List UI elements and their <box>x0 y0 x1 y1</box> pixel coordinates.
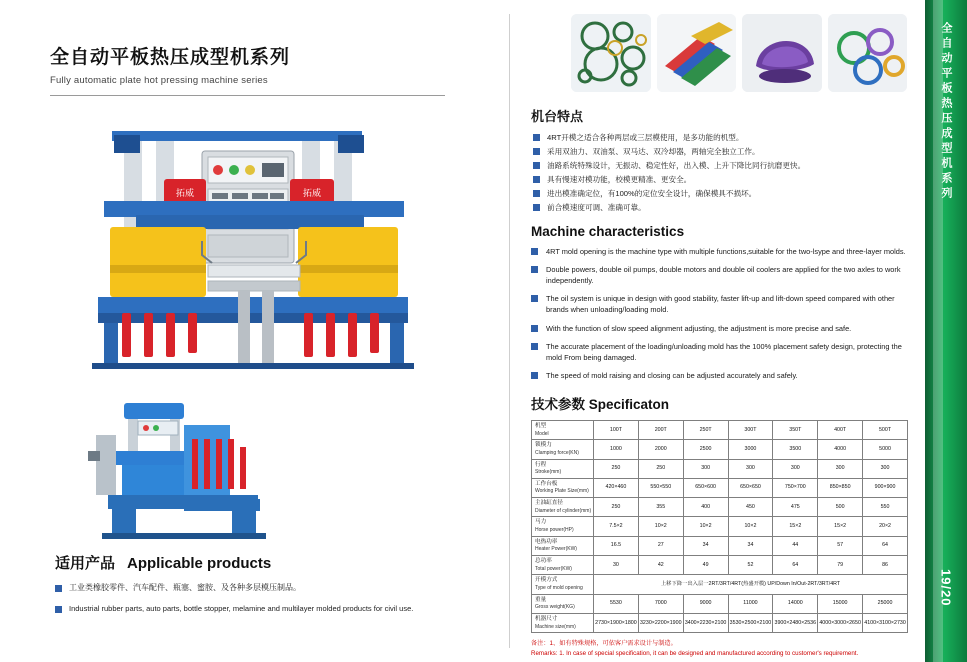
table-row <box>532 478 908 497</box>
feature-item <box>531 370 907 381</box>
cell: 300 <box>863 459 908 478</box>
cell: 350T <box>773 420 818 439</box>
square-bullet-icon <box>531 248 538 255</box>
feature-item <box>533 202 907 213</box>
feature-item <box>531 323 907 334</box>
row-label: 工作台板 Working Plate Size(mm) <box>532 478 594 497</box>
cell: 57 <box>818 536 863 555</box>
cell: 400T <box>818 420 863 439</box>
cell: 86 <box>863 556 908 575</box>
table-row <box>532 440 908 459</box>
cell: 250 <box>594 459 639 478</box>
feature-text: 油路系统特殊设计，无振动、稳定性好，出入模、上升下降比同行抗磨更快。 <box>547 161 806 170</box>
square-bullet-icon <box>533 204 540 211</box>
table-row <box>532 575 908 594</box>
cell: 25000 <box>863 594 908 613</box>
cell: 750×700 <box>773 478 818 497</box>
photo-rubber-orings <box>571 14 651 92</box>
cell: 15000 <box>818 594 863 613</box>
cell: 400 <box>683 498 728 517</box>
cell: 10×2 <box>683 517 728 536</box>
remarks-block <box>531 639 921 658</box>
table-row <box>532 517 908 536</box>
feature-text: Double powers, double oil pumps, double motors and double oil coolers are applied for the two axles to work independently. <box>546 265 901 286</box>
page-title-en: Fully automatic plate hot pressing machine series <box>50 75 268 86</box>
product-photo-strip <box>571 14 907 92</box>
cell: 7000 <box>638 594 683 613</box>
features-heading-en: Machine characteristics <box>531 224 685 239</box>
row-label: 马力 Horse power(HP) <box>532 517 594 536</box>
spec-heading <box>531 393 907 413</box>
square-bullet-icon <box>55 606 62 613</box>
cell: 9000 <box>683 594 728 613</box>
row-label: 机型 Model <box>532 420 594 439</box>
table-row <box>532 556 908 575</box>
row-label: 总功率 Total power(KW) <box>532 556 594 575</box>
cell: 4000×3000×2650 <box>818 613 863 632</box>
cell: 500 <box>818 498 863 517</box>
cell: 64 <box>773 556 818 575</box>
square-bullet-icon <box>531 372 538 379</box>
left-panel <box>0 0 482 662</box>
spec-heading-en: Specificaton <box>588 396 670 412</box>
cell: 49 <box>683 556 728 575</box>
row-label: 主油缸直径 Diameter of cylinder(mm) <box>532 498 594 517</box>
row-label: 重量 Gross weight(KG) <box>532 594 594 613</box>
square-bullet-icon <box>531 343 538 350</box>
row-label: 行程 Stroke(mm) <box>532 459 594 478</box>
remark-cn: 备注：1、如有特殊规格，可依客户需求设计与制造。 <box>531 640 677 648</box>
cell: 42 <box>638 556 683 575</box>
photo-color-sheets <box>657 14 737 92</box>
cell: 300 <box>818 459 863 478</box>
cell: 2000 <box>638 440 683 459</box>
side-tab <box>925 0 967 662</box>
cell: 3400×2230×2100 <box>683 613 728 632</box>
feature-item <box>533 188 907 199</box>
table-row <box>532 498 908 517</box>
feature-item <box>531 264 907 286</box>
cell: 650×650 <box>728 478 773 497</box>
cell: 34 <box>728 536 773 555</box>
side-tab-title: 全自动平板热压成型机系列 <box>940 22 952 202</box>
feature-text: The accurate placement of the loading/unloading mold has the 100% placement safety design, protecting the mold From being damaged. <box>546 341 902 362</box>
svg-text:拓威: 拓威 <box>175 188 195 198</box>
features-heading-cn: 机台特点 <box>531 109 584 124</box>
cell-merged: 上移下降一出入层一2RT/3RT/4RT(热盛开模) UP/Down In/Out-2RT/3RT/4RT <box>594 575 908 594</box>
machine-illustration-small <box>72 395 302 545</box>
cell: 20×2 <box>863 517 908 536</box>
feature-text: 前合模速度可调、准确可靠。 <box>547 203 646 212</box>
cell: 11000 <box>728 594 773 613</box>
cell: 550 <box>863 498 908 517</box>
square-bullet-icon <box>531 266 538 273</box>
cell: 650×600 <box>683 478 728 497</box>
feature-text: 4RT开模之适合各种两层或三层模使用，是多功能的机型。 <box>547 133 744 142</box>
spec-heading-cn: 技术参数 <box>531 396 585 412</box>
table-row <box>532 536 908 555</box>
page-title-cn: 全自动平板热压成型机系列 <box>50 47 291 68</box>
cell: 5000 <box>863 440 908 459</box>
photo-colored-rings <box>828 14 908 92</box>
feature-text: 进出模准确定位，有100%的定位安全设计，确保模具不损坏。 <box>547 189 757 198</box>
cell: 355 <box>638 498 683 517</box>
row-label: 电热功率 Heater Power(KW) <box>532 536 594 555</box>
page-number: 19/20 <box>938 569 954 607</box>
cell: 3230×2200×1900 <box>638 613 683 632</box>
feature-item <box>533 160 907 171</box>
table-row <box>532 420 908 439</box>
cell: 850×850 <box>818 478 863 497</box>
cell: 10×2 <box>638 517 683 536</box>
cell: 300 <box>728 459 773 478</box>
square-bullet-icon <box>531 295 538 302</box>
cell: 16.5 <box>594 536 639 555</box>
cell: 14000 <box>773 594 818 613</box>
feature-text: The speed of mold raising and closing can be adjusted accurately and safely. <box>546 370 798 380</box>
cell: 450 <box>728 498 773 517</box>
applicable-heading <box>55 552 455 573</box>
cell: 1000 <box>594 440 639 459</box>
applicable-heading-en: Applicable products <box>127 555 272 572</box>
square-bullet-icon <box>55 585 62 592</box>
cell: 250 <box>594 498 639 517</box>
applicable-heading-cn: 适用产品 <box>55 555 116 572</box>
table-row <box>532 459 908 478</box>
cell: 79 <box>818 556 863 575</box>
square-bullet-icon <box>533 134 540 141</box>
feature-text: 具有慢速对模功能，校模更精准、更安全。 <box>547 175 692 184</box>
square-bullet-icon <box>533 176 540 183</box>
row-label: 开模方式 Type of mold opening <box>532 575 594 594</box>
cell: 34 <box>683 536 728 555</box>
cell: 550×550 <box>638 478 683 497</box>
cell: 250T <box>683 420 728 439</box>
table-row <box>532 613 908 632</box>
features-list-cn <box>533 132 907 213</box>
feature-item <box>531 341 907 363</box>
square-bullet-icon <box>533 162 540 169</box>
cell: 100T <box>594 420 639 439</box>
cell: 15×2 <box>773 517 818 536</box>
cell: 4100×3100×2730 <box>863 613 908 632</box>
cell: 2500 <box>683 440 728 459</box>
cell: 27 <box>638 536 683 555</box>
cell: 200T <box>638 420 683 439</box>
right-panel <box>482 0 967 662</box>
square-bullet-icon <box>533 190 540 197</box>
cell: 3900×2480×2536 <box>773 613 818 632</box>
spec-table <box>531 420 908 633</box>
table-row <box>532 594 908 613</box>
cell: 300 <box>683 459 728 478</box>
cell: 250 <box>638 459 683 478</box>
feature-text: With the function of slow speed alignment adjusting, the adjustment is more precise and safe. <box>546 323 852 333</box>
photo-purple-rubber-seal <box>742 14 822 92</box>
applicable-text-cn: 工业类橡胶零件、汽车配件、瓶塞、蜜胺、及各种多层模压制品。 <box>69 583 301 592</box>
cell: 5530 <box>594 594 639 613</box>
feature-text: 4RT mold opening is the machine type with multiple functions,suitable for the two-lsype and three-layer molds. <box>546 247 906 256</box>
feature-text: The oil system is unique in design with good stability, faster lift-up and lift-down speed compared with other brands when unloading/loading mold. <box>546 294 895 315</box>
cell: 10×2 <box>728 517 773 536</box>
cell: 3500 <box>773 440 818 459</box>
cell: 420×460 <box>594 478 639 497</box>
cell: 300 <box>773 459 818 478</box>
cell: 30 <box>594 556 639 575</box>
svg-text:拓威: 拓威 <box>302 188 322 198</box>
square-bullet-icon <box>531 325 538 332</box>
row-label: 锁模力 Clamping force(KN) <box>532 440 594 459</box>
features-list-en <box>531 246 907 381</box>
applicable-text-en: Industrial rubber parts, auto parts, bottle stopper, melamine and multilayer molded products for civil use. <box>69 604 414 613</box>
cell: 52 <box>728 556 773 575</box>
feature-item <box>533 174 907 185</box>
cell: 4000 <box>818 440 863 459</box>
applicable-row-cn <box>55 582 455 594</box>
cell: 64 <box>863 536 908 555</box>
cell: 2730×1900×1800 <box>594 613 639 632</box>
cell: 44 <box>773 536 818 555</box>
applicable-products-block <box>55 552 455 614</box>
cell: 900×900 <box>863 478 908 497</box>
square-bullet-icon <box>533 148 540 155</box>
feature-item <box>533 132 907 143</box>
feature-item <box>531 246 907 257</box>
remark-en: Remarks: 1. In case of special specification, it can be designed and manufactured according to customer's requirement. <box>531 649 859 657</box>
machine-illustration-large <box>52 115 452 375</box>
feature-item <box>531 293 907 315</box>
title-divider <box>50 95 445 96</box>
cell: 15×2 <box>818 517 863 536</box>
feature-text: 采用双油力、双油泵、双马达、双冷却器，两轴完全独立工作。 <box>547 147 760 156</box>
cell: 7.5×2 <box>594 517 639 536</box>
cell: 500T <box>863 420 908 439</box>
cell: 475 <box>773 498 818 517</box>
cell: 3530×2500×2100 <box>728 613 773 632</box>
feature-item <box>533 146 907 157</box>
row-label: 机器尺寸 Machine size(mm) <box>532 613 594 632</box>
applicable-row-en <box>55 603 455 614</box>
cell: 3000 <box>728 440 773 459</box>
cell: 300T <box>728 420 773 439</box>
